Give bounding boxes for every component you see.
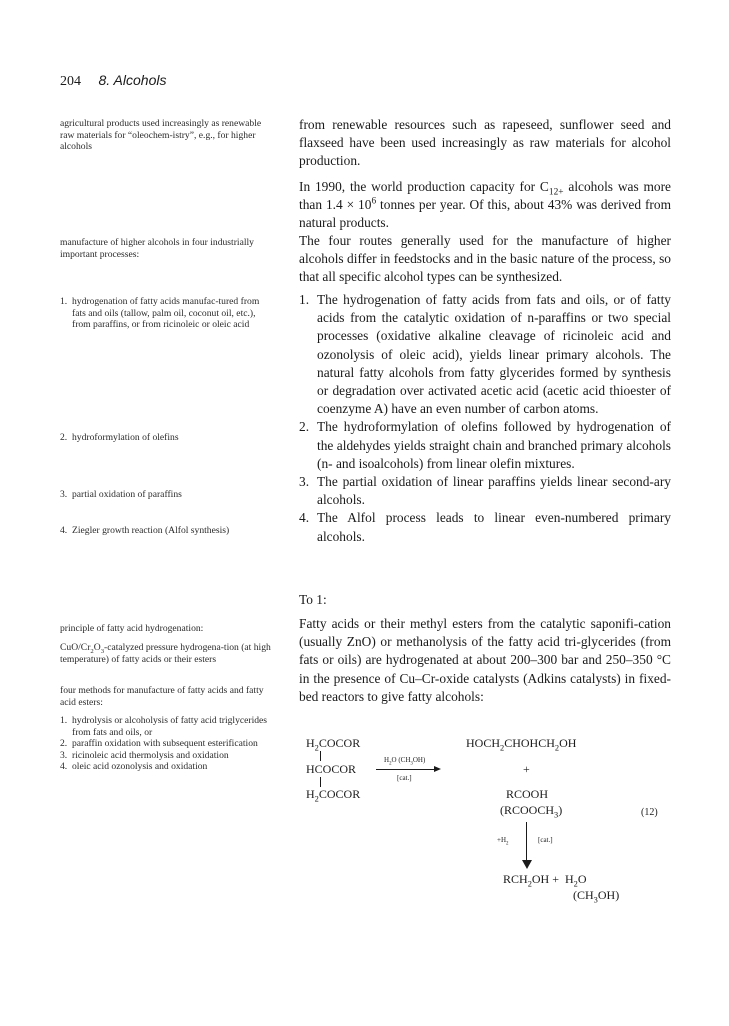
method-text: hydrolysis or alcoholysis of fatty acid triglycerides from fats and oils, or bbox=[72, 715, 268, 738]
route-text: hydroformylation of olefins bbox=[72, 432, 179, 443]
margin-note-text: manufacture of higher alcohols in four industrially important processes: bbox=[60, 237, 254, 260]
route-number: 1. bbox=[60, 296, 68, 307]
down-arrow bbox=[526, 822, 527, 862]
page-header bbox=[60, 72, 166, 90]
down-arrow-head-icon bbox=[522, 860, 532, 869]
margin-methods-list bbox=[60, 715, 275, 773]
p2-part-b: alcohols was more than 1.4 × 10 bbox=[299, 179, 672, 213]
list-text: The partial oxidation of linear paraffins yields linear second-ary alcohols. bbox=[317, 474, 671, 508]
margin-note-text: four methods for manufacture of fatty acids and fatty acid esters: bbox=[60, 685, 264, 708]
p2-part-a: In 1990, the world production capacity for C bbox=[299, 179, 549, 194]
list-item bbox=[299, 418, 671, 473]
product-acid: RCOOH bbox=[506, 787, 549, 801]
section-heading-to-1: To 1: bbox=[299, 592, 327, 607]
down-arrow-label-right: [cat.] bbox=[538, 836, 553, 844]
p2-part-c: tonnes per year. Of this, about 43% was derived from natural products. bbox=[299, 197, 672, 231]
product-glycerol: $HOCH_2CHOHCH_2OH$ bbox=[466, 736, 577, 753]
method-text: ricinoleic acid thermolysis and oxidation bbox=[72, 749, 229, 761]
list-number: 4. bbox=[299, 510, 310, 526]
list-text: The hydrogenation of fatty acids from fats and oils, or of fatty acids from the catalytic oxidation of n-paraffins or two special processes (oxidative alkaline cleavage of ricinoleic acid and ozonolysis of oleic acid), yields linear primary alcohols. The natural fatty alcohols from fatty glycerides formed by synthesis or degradation over activated acetic acid (acetic acid thioester of coenzyme A) have an even number of carbon atoms. bbox=[317, 292, 671, 417]
arrow-label-bottom: [cat.] bbox=[397, 774, 412, 782]
main-paragraph-1 bbox=[299, 116, 671, 171]
reactant-line-1: $H_2COCOR$ bbox=[306, 736, 361, 753]
main-routes-list bbox=[299, 291, 671, 546]
margin-note-text: agricultural products used increasingly as renewable raw materials for “oleochem-istry”, e.g., for higher alcohols bbox=[60, 118, 262, 153]
margin-route-2 bbox=[60, 432, 275, 444]
final-methanol: $(CH_3OH)$ bbox=[573, 888, 620, 905]
route-text: partial oxidation of paraffins bbox=[72, 489, 182, 500]
paragraph-text bbox=[299, 178, 671, 233]
list-text: The Alfol process leads to linear even-numbered primary alcohols. bbox=[317, 510, 671, 544]
margin-route-4 bbox=[60, 525, 275, 537]
main-paragraph-4 bbox=[299, 615, 671, 706]
method-number: 2. bbox=[60, 738, 68, 750]
route-number: 2. bbox=[60, 432, 68, 443]
list-number: 3. bbox=[299, 474, 310, 490]
page-number: 204 bbox=[60, 74, 81, 89]
p2-subscript: 12+ bbox=[548, 187, 564, 198]
reactant-line-3: $H_2COCOR$ bbox=[306, 787, 361, 804]
bond-line bbox=[320, 777, 321, 787]
margin-note-text: CuO/$Cr_2O_3$-catalyzed pressure hydrogena-tion (at high temperature) of fatty acids or their esters bbox=[60, 642, 271, 665]
arrow-label-top: $H_2O$ $(CH_3OH)$ bbox=[384, 756, 426, 767]
bond-line bbox=[320, 751, 321, 761]
list-item bbox=[299, 473, 671, 509]
paragraph-text: Fatty acids or their methyl esters from the catalytic saponifi-cation (usually ZnO) or methanolysis of the fatty acid tri-glycerides (from fats or oils) are hydrogenated at about 200–300 bar and 250–350 °C in the presence of Cu–Cr-oxide catalysts (Adkins catalysts) in fixed-bed reactors to give fatty alcohols: bbox=[299, 616, 671, 704]
list-item bbox=[299, 291, 671, 418]
route-number: 4. bbox=[60, 525, 68, 536]
method-number: 3. bbox=[60, 749, 68, 761]
margin-note-four-methods bbox=[60, 685, 275, 708]
product-ester: $(RCOOCH_3)$ bbox=[500, 803, 563, 820]
method-number: 4. bbox=[60, 761, 68, 773]
list-item bbox=[299, 509, 671, 545]
margin-note-catalyzed bbox=[60, 642, 275, 665]
list-number: 1. bbox=[299, 292, 310, 307]
method-text: oleic acid ozonolysis and oxidation bbox=[72, 761, 208, 773]
arrow-head-icon bbox=[434, 766, 441, 772]
list-text: The hydroformylation of olefins followed by hydrogenation of the aldehydes yields straight chain and branched primary alcohols (n- and isoalcohols) from linear olefin mixtures. bbox=[317, 419, 671, 471]
down-arrow-label-left: $+H_2$ bbox=[497, 836, 509, 847]
plus-sign: + bbox=[523, 762, 530, 776]
route-text: hydrogenation of fatty acids manufac-tured from fats and oils (tallow, palm oil, coconut oil, etc.), from paraffins, or from ricinoleic or oleic acid bbox=[72, 296, 260, 331]
margin-note-four-processes bbox=[60, 237, 275, 260]
equation-number: (12) bbox=[641, 807, 658, 818]
main-paragraph-3 bbox=[299, 232, 671, 287]
margin-note-oleochemistry bbox=[60, 118, 275, 153]
method-number: 1. bbox=[60, 715, 68, 726]
list-number: 2. bbox=[299, 419, 310, 435]
paragraph-text: The four routes generally used for the manufacture of higher alcohols differ in feedstocks and in the basic nature of the process, so that all specific alcohol types can be synthesized. bbox=[299, 233, 671, 285]
chapter-title: 8. Alcohols bbox=[98, 72, 167, 88]
margin-route-1 bbox=[60, 296, 275, 331]
margin-note-principle bbox=[60, 623, 275, 635]
main-paragraph-2 bbox=[299, 178, 671, 233]
route-number: 3. bbox=[60, 489, 68, 500]
margin-note-text: principle of fatty acid hydrogenation: bbox=[60, 623, 204, 634]
route-text: Ziegler growth reaction (Alfol synthesis) bbox=[72, 525, 230, 536]
margin-route-3 bbox=[60, 489, 275, 501]
reaction-arrow bbox=[376, 769, 436, 770]
final-products: $RCH_2OH + H_2O$ bbox=[503, 872, 587, 889]
reactant-line-2: HCOCOR bbox=[306, 762, 357, 776]
p2-superscript: 6 bbox=[371, 196, 377, 207]
method-text: paraffin oxidation with subsequent esterification bbox=[72, 738, 258, 750]
paragraph-text: from renewable resources such as rapeseed, sunflower seed and flaxseed have been used increasingly as raw materials for alcohol production. bbox=[299, 117, 671, 169]
